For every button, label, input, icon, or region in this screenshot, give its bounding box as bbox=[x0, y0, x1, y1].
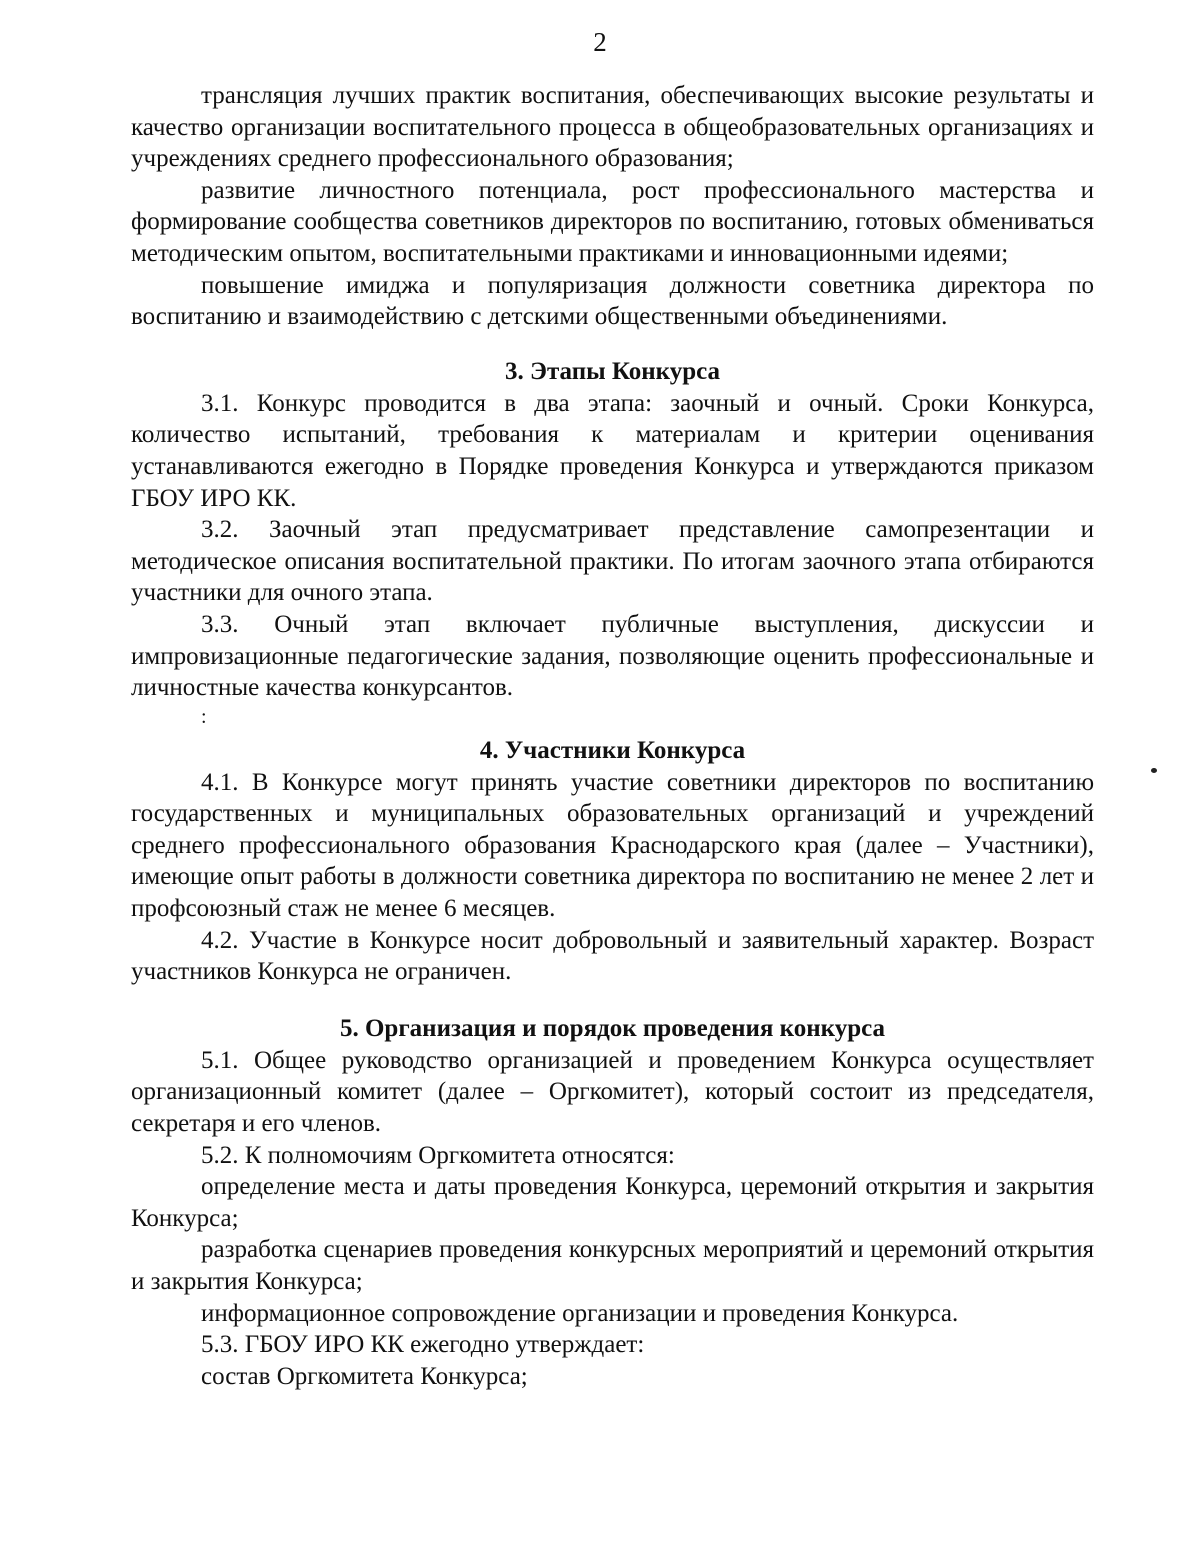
section-4-heading: 4. Участники Конкурса bbox=[479, 736, 746, 764]
list-item-5-2-2: разработка сценариев проведения конкурсных мероприятий и церемоний открытия и закрытия Конкурса; bbox=[131, 1236, 1094, 1295]
section-3-heading: 3. Этапы Конкурса bbox=[504, 357, 721, 385]
paragraph-4-1: 4.1. В Конкурсе могут принять участие советники директоров по воспитанию государственных и муниципальных образовательных организаций и учреждений среднего профессионального образования Краснодарского края (далее – Участники), имеющие опыт работы в должности советника директора по воспитанию не менее 2 лет и профсоюзный стаж не менее 6 месяцев. bbox=[131, 768, 1094, 923]
paragraph-5-1: 5.1. Общее руководство организацией и проведением Конкурса осуществляет организационный комитет (далее – Оргкомитет), который состоит из председателя, секретаря и его членов. bbox=[131, 1046, 1094, 1138]
scan-speck bbox=[1151, 768, 1157, 773]
paragraph-5-3: 5.3. ГБОУ ИРО КК ежегодно утверждает: bbox=[201, 1331, 645, 1359]
section-5-heading: 5. Организация и порядок проведения конкурса bbox=[339, 1014, 886, 1042]
paragraph-4-2: 4.2. Участие в Конкурсе носит добровольный и заявительный характер. Возраст участников Конкурса не ограничен. bbox=[131, 926, 1094, 986]
page-number: 2 bbox=[593, 27, 607, 57]
intro-item-3: повышение имиджа и популяризация должности советника директора по воспитанию и взаимодействию с детскими общественными объединениями. bbox=[131, 271, 1094, 331]
intro-item-1: трансляция лучших практик воспитания, обеспечивающих высокие результаты и качество организации воспитательного процесса в общеобразовательных организациях и учреждениях среднего профессионального образования; bbox=[131, 82, 1094, 173]
paragraph-5-2: 5.2. К полномочиям Оргкомитета относятся: bbox=[201, 1141, 675, 1169]
list-item-5-3-1: состав Оргкомитета Конкурса; bbox=[201, 1362, 528, 1390]
list-item-5-2-1: определение места и даты проведения Конкурса, церемоний открытия и закрытия Конкурса; bbox=[131, 1173, 1094, 1232]
paragraph-3-2: 3.2. Заочный этап предусматривает представление самопрезентации и методическое описания воспитательной практики. По итогам заочного этапа отбираются участники для очного этапа. bbox=[131, 516, 1094, 607]
document-body bbox=[131, 80, 1094, 1392]
intro-item-2: развитие личностного потенциала, рост профессионального мастерства и формирование сообщества советников директоров по воспитанию, готовых обмениваться методическим опытом, воспитательными практиками и инновационными идеями; bbox=[131, 176, 1094, 267]
paragraph-3-1: 3.1. Конкурс проводится в два этапа: заочный и очный. Сроки Конкурса, количество испытаний, требования к материалам и критерии оценивания устанавливаются ежегодно в Порядке проведения Конкурса и утверждаются приказом ГБОУ ИРО КК. bbox=[131, 389, 1094, 512]
list-item-5-2-3: информационное сопровождение организации и проведения Конкурса. bbox=[201, 1299, 959, 1327]
paragraph-3-3: 3.3. Очный этап включает публичные выступления, дискуссии и импровизационные педагогические задания, позволяющие оценить профессиональные и личностные качества конкурсантов. bbox=[131, 610, 1094, 702]
stray-mark: : bbox=[201, 705, 207, 728]
